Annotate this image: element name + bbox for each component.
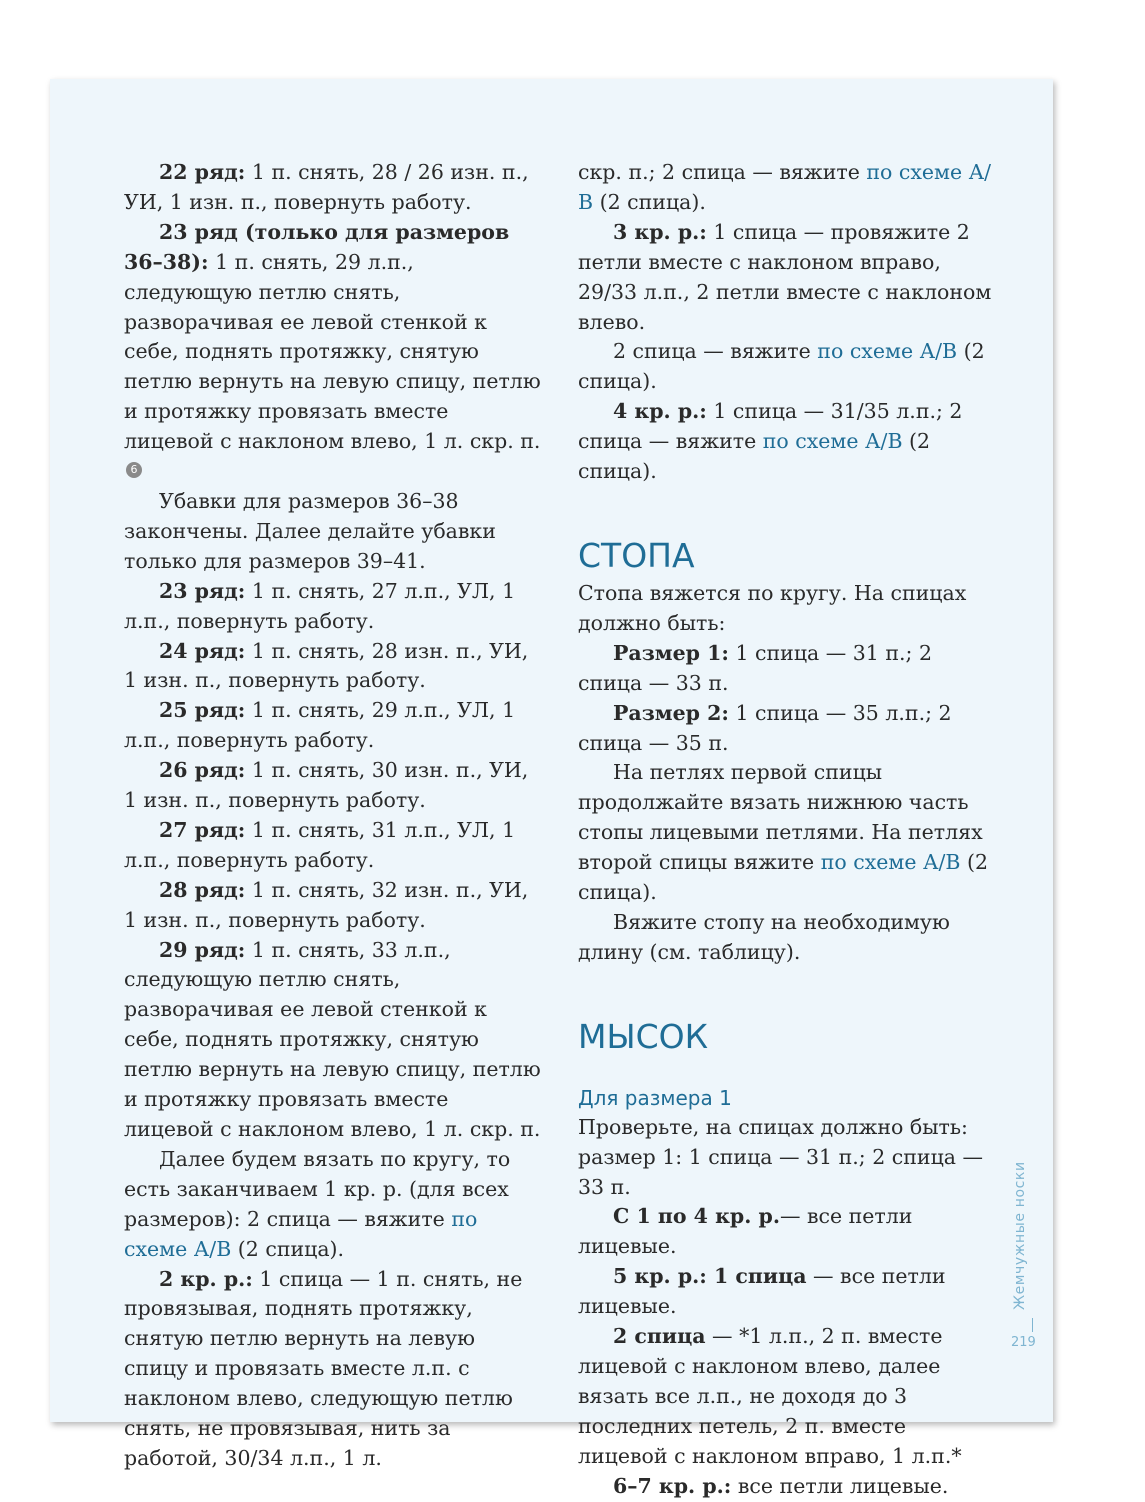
size-1-label: Размер 1: [613, 640, 729, 665]
size-2-label: Размер 2: [613, 700, 729, 725]
running-title-divider [1032, 1318, 1033, 1332]
row-27-text: 1 п. снять, 31 л.п., УЛ, 1 л.п., повернуть работу. [124, 817, 516, 872]
row-29-label: 29 ряд: [159, 937, 246, 962]
round-2-continued [578, 158, 998, 218]
row-23 [124, 577, 544, 637]
rounds-6-7-text: все петли лицевые. [731, 1473, 949, 1498]
section-heading-toe: МЫСОК [578, 1016, 709, 1056]
round-2-text: 1 спица — 1 п. снять, не провязывая, поднять протяжку, снятую петлю вернуть на левую спицу и провязать вместе л.п. с наклоном влево, следующую петлю снять, не провязывая, нить за работой, 30/34 л.п., 1 л. [124, 1266, 523, 1470]
row-25-label: 25 ряд: [159, 698, 246, 723]
row-26-label: 26 ряд: [159, 758, 246, 783]
row-24-label: 24 ряд: [159, 638, 246, 663]
round-knitting-text: Далее будем вязать по кругу, то есть заканчиваем 1 кр. р. (для всех размеров): 2 спица — вяжите [124, 1146, 511, 1231]
row-23-small-label: 23 ряд (только для размеров 36–38): [124, 219, 510, 274]
continued-tail: (2 спица). [593, 189, 706, 214]
round-4 [578, 397, 998, 487]
paragraph-round-knitting [124, 1145, 544, 1265]
round-knitting-tail: (2 спица). [231, 1236, 345, 1261]
row-23-label: 23 ряд: [159, 578, 246, 603]
chart-reference-link[interactable]: по схеме А/В [820, 850, 961, 875]
row-27-label: 27 ряд: [159, 817, 246, 842]
rounds-1-4-label: С 1 по 4 кр. р. [613, 1204, 780, 1229]
size-2-text: 1 спица — 35 л.п.; 2 спица — 35 п. [578, 700, 952, 755]
round-5-label: 5 кр. р.: 1 спица [613, 1264, 807, 1289]
round-5 [578, 1262, 998, 1322]
step-number-badge: 6 [126, 462, 142, 478]
round-5-text: — все петли лицевые. [578, 1264, 946, 1319]
rounds-6-7-label: 6–7 кр. р.: [613, 1473, 732, 1498]
row-25-text: 1 п. снять, 29 л.п., УЛ, 1 л.п., повернуть работу. [124, 698, 516, 753]
round-4-text: 1 спица — 31/35 л.п.; 2 спица — вяжите [578, 399, 963, 454]
row-28-text: 1 п. снять, 32 изн. п., УИ, 1 изн. п., повернуть работу. [124, 877, 529, 932]
continued-text: скр. п.; 2 спица — вяжите [578, 160, 867, 184]
needle-2-label: 2 спица [613, 1324, 706, 1349]
row-22 [124, 158, 544, 218]
row-24 [124, 637, 544, 697]
row-29 [124, 936, 544, 1145]
subheading-size-1: Для размера 1 [578, 1085, 732, 1110]
row-27 [124, 816, 544, 876]
row-28-label: 28 ряд: [159, 877, 246, 902]
row-23-small [124, 218, 544, 487]
round-3 [578, 218, 998, 338]
right-column [578, 158, 998, 1502]
row-28 [124, 876, 544, 936]
left-column [124, 158, 544, 1474]
row-26 [124, 756, 544, 816]
foot-instructions-text: На петлях первой спицы продолжайте вязать нижнюю часть стопы лицевыми петлями. На петлях второй спицы вяжите [578, 760, 983, 875]
chart-reference-link[interactable]: по схеме А/В [578, 160, 992, 214]
section-heading-foot: СТОПА [578, 535, 695, 575]
row-22-label: 22 ряд: [159, 160, 246, 184]
needle-2-decrease-text: — *1 л.п., 2 п. вместе лицевой с наклоном влево, далее вязать все л.п., не доходя до 3 последних петель, 2 п. вместе лицевой с наклоном вправо, 1 л.п.* [578, 1324, 962, 1468]
foot-instructions [578, 758, 998, 908]
size-1-spec [578, 639, 998, 699]
needle-2-text: 2 спица — вяжите [613, 339, 818, 364]
needle-2-instruction [578, 337, 998, 397]
row-25 [124, 696, 544, 756]
round-4-label: 4 кр. р.: [613, 399, 707, 424]
round-3-label: 3 кр. р.: [613, 219, 707, 244]
foot-intro: Стопа вяжется по кругу. На спицах должно быть: [578, 580, 967, 635]
row-24-text: 1 п. снять, 28 изн. п., УИ, 1 изн. п., повернуть работу. [124, 638, 529, 693]
row-29-text: 1 п. снять, 33 л.п., следующую петлю снять, разворачивая ее левой стенкой к себе, поднять протяжку, снятую петлю вернуть на левую спицу, петлю и протяжку провязать вместе лицевой с наклоном влево, 1 л. скр. п. [124, 937, 541, 1141]
size-2-spec [578, 699, 998, 759]
row-23-text: 1 п. снять, 27 л.п., УЛ, 1 л.п., повернуть работу. [124, 578, 516, 633]
foot-length-note: Вяжите стопу на необходимую длину (см. таблицу). [578, 909, 950, 964]
size-1-text: 1 спица — 31 п.; 2 спица — 33 п. [578, 640, 933, 695]
round-4-tail: (2 спица). [578, 429, 931, 484]
foot-instructions-tail: (2 спица). [578, 850, 989, 905]
needle-2-tail: (2 спица). [578, 339, 985, 394]
row-26-text: 1 п. снять, 30 изн. п., УИ, 1 изн. п., повернуть работу. [124, 758, 529, 813]
chart-reference-link[interactable]: по схеме А/В [124, 1206, 478, 1261]
check-stitches: Проверьте, на спицах должно быть: размер 1: 1 спица — 31 п.; 2 спица — 33 п. [578, 1114, 984, 1199]
rounds-6-7 [578, 1472, 998, 1502]
chart-reference-link[interactable]: по схеме А/В [762, 429, 903, 454]
round-5-needle-2 [578, 1322, 998, 1472]
round-2-label: 2 кр. р.: [159, 1266, 253, 1291]
rounds-1-4 [578, 1202, 998, 1262]
paragraph-decreases-done: Убавки для размеров 36–38 закончены. Далее делайте убавки только для размеров 39–41. [124, 488, 496, 573]
round-3-text: 1 спица — провяжите 2 петли вместе с наклоном вправо, 29/33 л.п., 2 петли вместе с наклоном влево. [578, 219, 992, 334]
row-22-text: 1 п. снять, 28 / 26 изн. п., УИ, 1 изн. п., повернуть работу. [124, 160, 529, 214]
page-number: 219 [1011, 1335, 1036, 1350]
running-title: Жемчужные носки [1012, 1161, 1028, 1310]
row-23-small-text: 1 п. снять, 29 л.п., следующую петлю снять, разворачивая ее левой стенкой к себе, поднять протяжку, снятую петлю вернуть на левую спицу, петлю и протяжку провязать вместе лицевой с наклоном влево, 1 л. скр. п. [124, 249, 541, 454]
rounds-1-4-text: — все петли лицевые. [578, 1204, 913, 1259]
round-2 [124, 1265, 544, 1474]
chart-reference-link[interactable]: по схеме А/В [817, 339, 958, 364]
